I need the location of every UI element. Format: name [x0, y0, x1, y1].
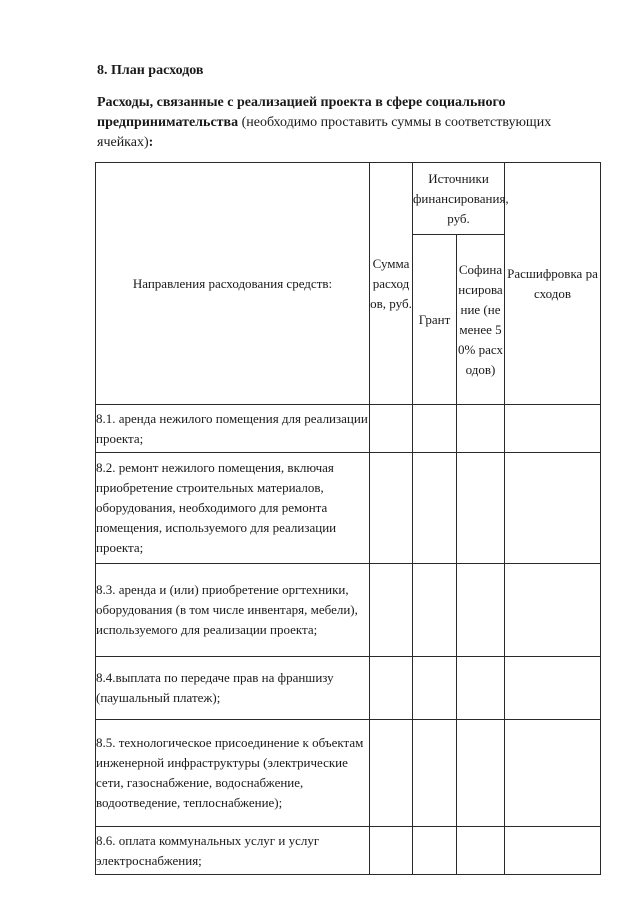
sum-cell[interactable]: [370, 657, 413, 720]
header-sources: Источники финансирования, руб.: [413, 163, 505, 235]
cofinancing-cell[interactable]: [457, 720, 505, 827]
cofinancing-cell[interactable]: [457, 657, 505, 720]
table-body: [96, 405, 601, 875]
table-row: [96, 405, 601, 453]
grant-cell[interactable]: [413, 564, 457, 657]
cofinancing-cell[interactable]: [457, 827, 505, 875]
decoding-cell[interactable]: [505, 453, 601, 564]
decoding-cell[interactable]: [505, 720, 601, 827]
expense-plan-table: [95, 162, 601, 875]
decoding-cell[interactable]: [505, 657, 601, 720]
header-decoding: Расшифровка расходов: [505, 163, 601, 405]
expense-item-label: 8.5. технологическое присоединение к объектам инженерной инфраструктуры (электрические сети, газоснабжение, водоснабжение, водоотведение, теплоснабжение);: [96, 720, 370, 827]
intro-plain-text: (необходимо проставить суммы в соответствующих ячейках): [97, 115, 552, 150]
expense-item-label: 8.3. аренда и (или) приобретение оргтехники, оборудования (в том числе инвентаря, мебели), используемого для реализации проекта;: [96, 564, 370, 657]
section-heading: 8. План расходов: [97, 63, 204, 78]
sum-cell[interactable]: [370, 720, 413, 827]
sum-cell[interactable]: [370, 453, 413, 564]
sum-cell[interactable]: [370, 564, 413, 657]
sum-cell[interactable]: [370, 827, 413, 875]
header-direction: Направления расходования средств:: [96, 163, 370, 405]
grant-cell[interactable]: [413, 453, 457, 564]
header-sum: Сумма расходов, руб.: [370, 163, 413, 405]
expense-item-label: 8.2. ремонт нежилого помещения, включая приобретение строительных материалов, оборудования, необходимого для ремонта помещения, используемого для реализации проекта;: [96, 453, 370, 564]
table-row: [96, 657, 601, 720]
expense-item-label: 8.1. аренда нежилого помещения для реализации проекта;: [96, 405, 370, 453]
decoding-cell[interactable]: [505, 827, 601, 875]
header-grant: Грант: [413, 235, 457, 405]
grant-cell[interactable]: [413, 827, 457, 875]
decoding-cell[interactable]: [505, 564, 601, 657]
intro-paragraph: [97, 93, 577, 153]
cofinancing-cell[interactable]: [457, 405, 505, 453]
cofinancing-cell[interactable]: [457, 453, 505, 564]
header-cofinancing: Софинансирование (не менее 50% расходов): [457, 235, 505, 405]
decoding-cell[interactable]: [505, 405, 601, 453]
table-row: [96, 720, 601, 827]
sum-cell[interactable]: [370, 405, 413, 453]
intro-trail: :: [148, 135, 154, 150]
table-row: [96, 564, 601, 657]
expense-item-label: 8.4.выплата по передаче прав на франшизу (паушальный платеж);: [96, 657, 370, 720]
expense-item-label: 8.6. оплата коммунальных услуг и услуг электроснабжения;: [96, 827, 370, 875]
grant-cell[interactable]: [413, 405, 457, 453]
grant-cell[interactable]: [413, 657, 457, 720]
cofinancing-cell[interactable]: [457, 564, 505, 657]
table-row: [96, 453, 601, 564]
grant-cell[interactable]: [413, 720, 457, 827]
intro-bold-text: Расходы, связанные с реализацией проекта в сфере социального предпринимательства: [97, 95, 506, 130]
table-row: [96, 827, 601, 875]
